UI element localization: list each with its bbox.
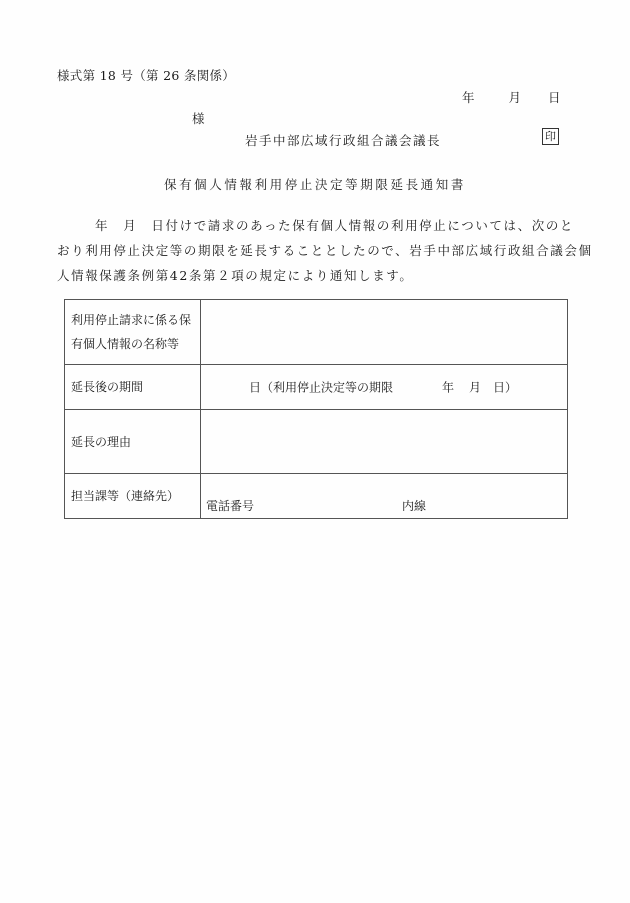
extension-label: 内線 xyxy=(402,499,427,513)
period-deadline-month: 月 xyxy=(469,380,482,395)
date-year: 年 xyxy=(462,90,475,105)
value-extended-period[interactable] xyxy=(201,365,568,410)
label-info-name-line1: 利用停止請求に係る保 xyxy=(71,313,192,327)
phone-number-label: 電話番号 xyxy=(206,499,255,513)
form-number: 様式第 18 号（第 26 条関係） xyxy=(57,68,236,83)
label-info-name-line2: 有個人情報の名称等 xyxy=(71,337,180,351)
value-extension-reason[interactable] xyxy=(201,410,568,474)
body-paragraph xyxy=(57,213,593,288)
body-line-2: おり利用停止決定等の期限を延長することとしたので、岩手中部広域行政組合議会個 xyxy=(57,243,593,258)
label-info-name xyxy=(65,300,201,365)
value-info-name[interactable] xyxy=(201,300,568,365)
info-table xyxy=(64,299,568,519)
table-row-contact xyxy=(65,474,568,519)
table-row-extension-reason xyxy=(65,410,568,474)
label-contact xyxy=(65,474,201,519)
date-field xyxy=(462,88,561,106)
table-row-extended-period xyxy=(65,365,568,410)
period-deadline-day: 日） xyxy=(493,380,518,395)
label-extension-reason: 延長の理由 xyxy=(65,410,201,474)
document-title: 保有個人情報利用停止決定等期限延長通知書 xyxy=(163,177,466,192)
label-extended-period: 延長後の期間 xyxy=(65,365,201,410)
body-line-3: 人情報保護条例第42条第２項の規定により通知します。 xyxy=(57,268,414,283)
period-day-text: 日（利用停止決定等の期限 xyxy=(249,380,394,395)
table-row-info-name xyxy=(65,300,568,365)
label-contact-text: 担当課等（連絡先） xyxy=(71,489,180,503)
date-day: 日 xyxy=(548,90,561,105)
date-month: 月 xyxy=(508,90,522,105)
seal-mark: 印 xyxy=(542,128,559,145)
sender-name: 岩手中部広域行政組合議会議長 xyxy=(245,133,442,148)
body-line-1: 年 月 日付けで請求のあった保有個人情報の利用停止については、次のと xyxy=(95,218,575,233)
addressee-suffix: 様 xyxy=(192,111,205,126)
value-contact[interactable] xyxy=(201,474,568,519)
period-deadline-year: 年 xyxy=(442,380,455,395)
